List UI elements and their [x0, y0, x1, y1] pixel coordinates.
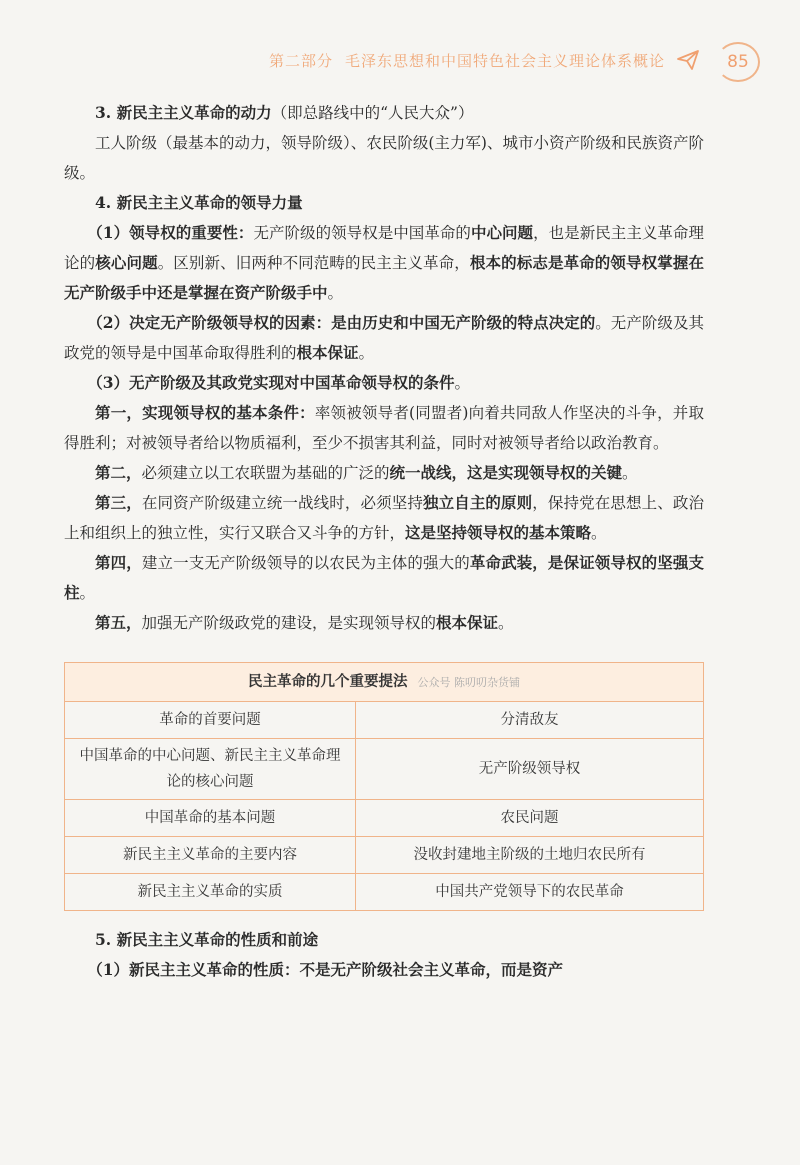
condition-1: 第一，实现领导权的基本条件：率领被领导者(同盟者)向着共同敌人作坚决的斗争，并取得胜利；对被领导者给以物质福利，至少不损害其利益，同时对被领导者给以政治教育。: [64, 403, 704, 452]
section-4-heading: 4. 新民主主义革命的领导力量: [95, 193, 303, 212]
table-cell-left: 中国革命的基本问题: [65, 800, 356, 837]
section-4-2: （2）决定无产阶级领导权的因素：是由历史和中国无产阶级的特点决定的。无产阶级及其政党的领导是中国革命取得胜利的根本保证。: [64, 313, 704, 362]
table-title: 民主革命的几个重要提法 公众号 陈叨叨杂货铺: [65, 663, 704, 702]
table-row: [65, 739, 704, 800]
table-cell-right: 农民问题: [356, 800, 704, 837]
summary-table: [64, 662, 704, 911]
condition-2: 第二，必须建立以工农联盟为基础的广泛的统一战线，这是实现领导权的关键。: [95, 463, 638, 482]
table-cell-left: 新民主主义革命的实质: [65, 874, 356, 911]
table-cell-right: 分清敌友: [356, 702, 704, 739]
section-5-heading: 5. 新民主主义革命的性质和前途: [95, 930, 319, 949]
page-content: [64, 98, 704, 985]
summary-table-wrapper: [64, 662, 704, 911]
condition-4: 第四，建立一支无产阶级领导的以农民为主体的强大的革命武装，是保证领导权的坚强支柱。: [64, 553, 704, 602]
table-row: [65, 702, 704, 739]
table-cell-left: 革命的首要问题: [65, 702, 356, 739]
section-3-heading: 3. 新民主主义革命的动力（即总路线中的“人民大众”）: [95, 103, 474, 122]
watermark: 公众号 陈叨叨杂货铺: [417, 675, 520, 689]
section-3-body: 工人阶级（最基本的动力，领导阶级）、农民阶级(主力军)、城市小资产阶级和民族资产阶级。: [64, 134, 704, 182]
paper-plane-icon: [676, 48, 700, 72]
table-cell-left: 中国革命的中心问题、新民主主义革命理论的核心问题: [65, 739, 356, 800]
condition-3: 第三，在同资产阶级建立统一战线时，必须坚持独立自主的原则，保持党在思想上、政治上和组织上的独立性，实行又联合又斗争的方针，这是坚持领导权的基本策略。: [64, 493, 704, 542]
section-4-1: （1）领导权的重要性：无产阶级的领导权是中国革命的中心问题，也是新民主主义革命理论的核心问题。区别新、旧两种不同范畴的民主主义革命，根本的标志是革命的领导权掌握在无产阶级手中还是掌握在资产阶级手中。: [64, 223, 704, 302]
page-number: 85: [716, 42, 760, 82]
table-cell-right: 中国共产党领导下的农民革命: [356, 874, 704, 911]
table-row: [65, 800, 704, 837]
table-row: [65, 874, 704, 911]
table-cell-right: 没收封建地主阶级的土地归农民所有: [356, 837, 704, 874]
table-row: [65, 837, 704, 874]
page-header: [0, 44, 800, 84]
header-title: [269, 50, 665, 71]
header-part: 第二部分: [268, 52, 333, 70]
condition-5: 第五，加强无产阶级政党的建设，是实现领导权的根本保证。: [95, 613, 514, 632]
section-4-3: （3）无产阶级及其政党实现对中国革命领导权的条件。: [87, 373, 471, 392]
table-cell-right: 无产阶级领导权: [356, 739, 704, 800]
header-book-title: 毛泽东思想和中国特色社会主义理论体系概论: [344, 52, 665, 70]
section-5-1: （1）新民主主义革命的性质：不是无产阶级社会主义革命，而是资产: [87, 960, 564, 979]
table-cell-left: 新民主主义革命的主要内容: [65, 837, 356, 874]
